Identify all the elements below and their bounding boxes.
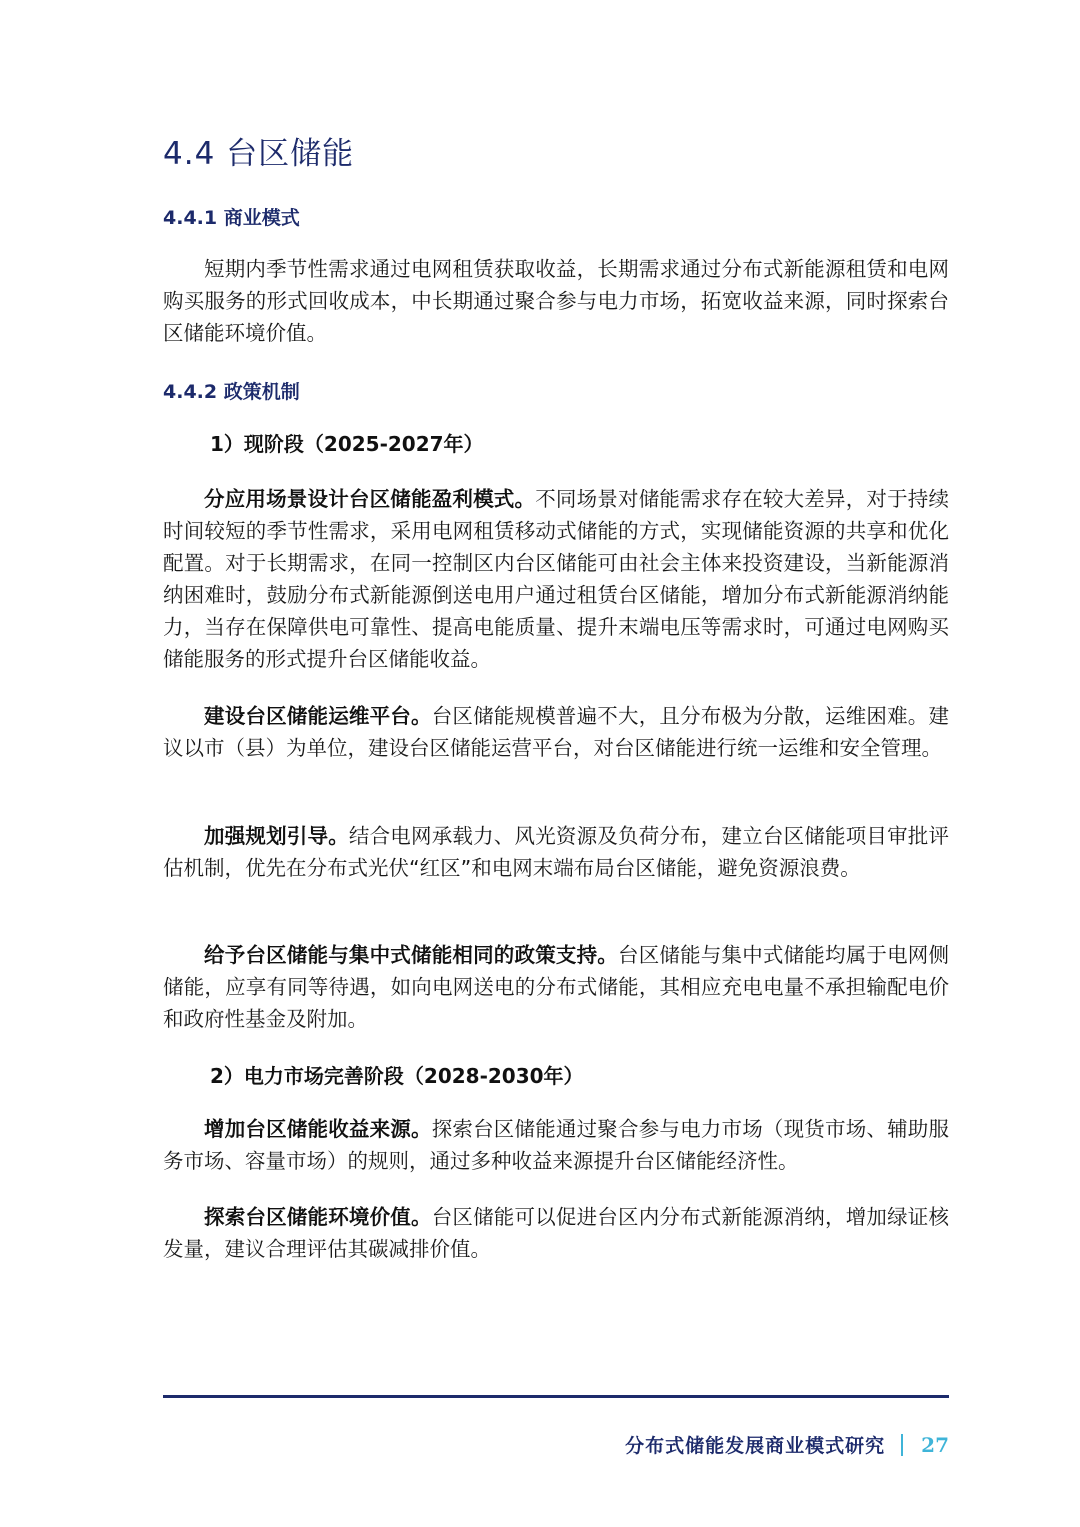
paragraph-lead: 建设台区储能运维平台。 [204,704,432,728]
subsection-title: 政策机制 [223,381,300,403]
business-model-paragraph: 短期内季节性需求通过电网租赁获取收益，长期需求通过分布式新能源租赁和电网购买服务的形式回收成本，中长期通过聚合参与电力市场，拓宽收益来源，同时探索台区储能环境价值。 [163,257,949,345]
stage-heading-current: 1）现阶段（2025-2027年） [210,432,484,456]
policy-paragraph-2 [163,700,949,764]
policy-paragraph-3 [163,820,949,884]
page-footer [625,1431,949,1458]
subsection-heading-business-model [163,203,300,230]
footer-separator [901,1434,903,1456]
paragraph-body: 结合电网承载力、风光资源及负荷分布，建立台区储能项目审批评估机制，优先在分布式光伏“红区”和电网末端布局台区储能，避免资源浪费。 [163,824,950,880]
section-heading [163,128,354,173]
paragraph-body: 台区储能可以促进台区内分布式新能源消纳，增加绿证核发量，建议合理评估其碳减排价值。 [163,1205,950,1261]
policy-paragraph-5 [163,1113,949,1177]
footer-title: 分布式储能发展商业模式研究 [625,1435,886,1457]
subsection-title: 商业模式 [223,207,300,229]
paragraph-lead: 给予台区储能与集中式储能相同的政策支持。 [204,943,618,967]
subsection-number: 4.4.2 [163,381,218,403]
section-number: 4.4 [163,136,216,172]
paragraph-body: 台区储能与集中式储能均属于电网侧储能，应享有同等待遇，如向电网送电的分布式储能，其相应充电电量不承担输配电价和政府性基金及附加。 [163,943,949,1031]
page-number: 27 [921,1432,949,1457]
policy-paragraph-1 [163,483,949,675]
footer-divider [163,1395,949,1398]
paragraph-lead: 加强规划引导。 [204,824,349,848]
policy-paragraph-6 [163,1201,949,1265]
subsection-heading-policy [163,377,300,404]
stage-heading-market: 2）电力市场完善阶段（2028-2030年） [210,1064,584,1088]
paragraph-lead: 分应用场景设计台区储能盈利模式。 [204,487,536,511]
paragraph-body: 探索台区储能通过聚合参与电力市场（现货市场、辅助服务市场、容量市场）的规则，通过多种收益来源提升台区储能经济性。 [163,1117,950,1173]
paragraph-body: 台区储能规模普遍不大，且分布极为分散，运维困难。建议以市（县）为单位，建设台区储能运营平台，对台区储能进行统一运维和安全管理。 [163,704,950,760]
section-title-text: 台区储能 [226,136,355,172]
paragraph-lead: 增加台区储能收益来源。 [204,1117,432,1141]
paragraph-body: 不同场景对储能需求存在较大差异，对于持续时间较短的季节性需求，采用电网租赁移动式储能的方式，实现储能资源的共享和优化配置。对于长期需求，在同一控制区内台区储能可由社会主体来投资建设，当新能源消纳困难时，鼓励分布式新能源倒送电用户通过租赁台区储能，增加分布式新能源消纳能力，当存在保障供电可靠性、提高电能质量、提升末端电压等需求时，可通过电网购买储能服务的形式提升台区储能收益。 [163,487,950,671]
policy-paragraph-4 [163,939,949,1035]
paragraph-lead: 探索台区储能环境价值。 [204,1205,432,1229]
subsection-number: 4.4.1 [163,207,218,229]
